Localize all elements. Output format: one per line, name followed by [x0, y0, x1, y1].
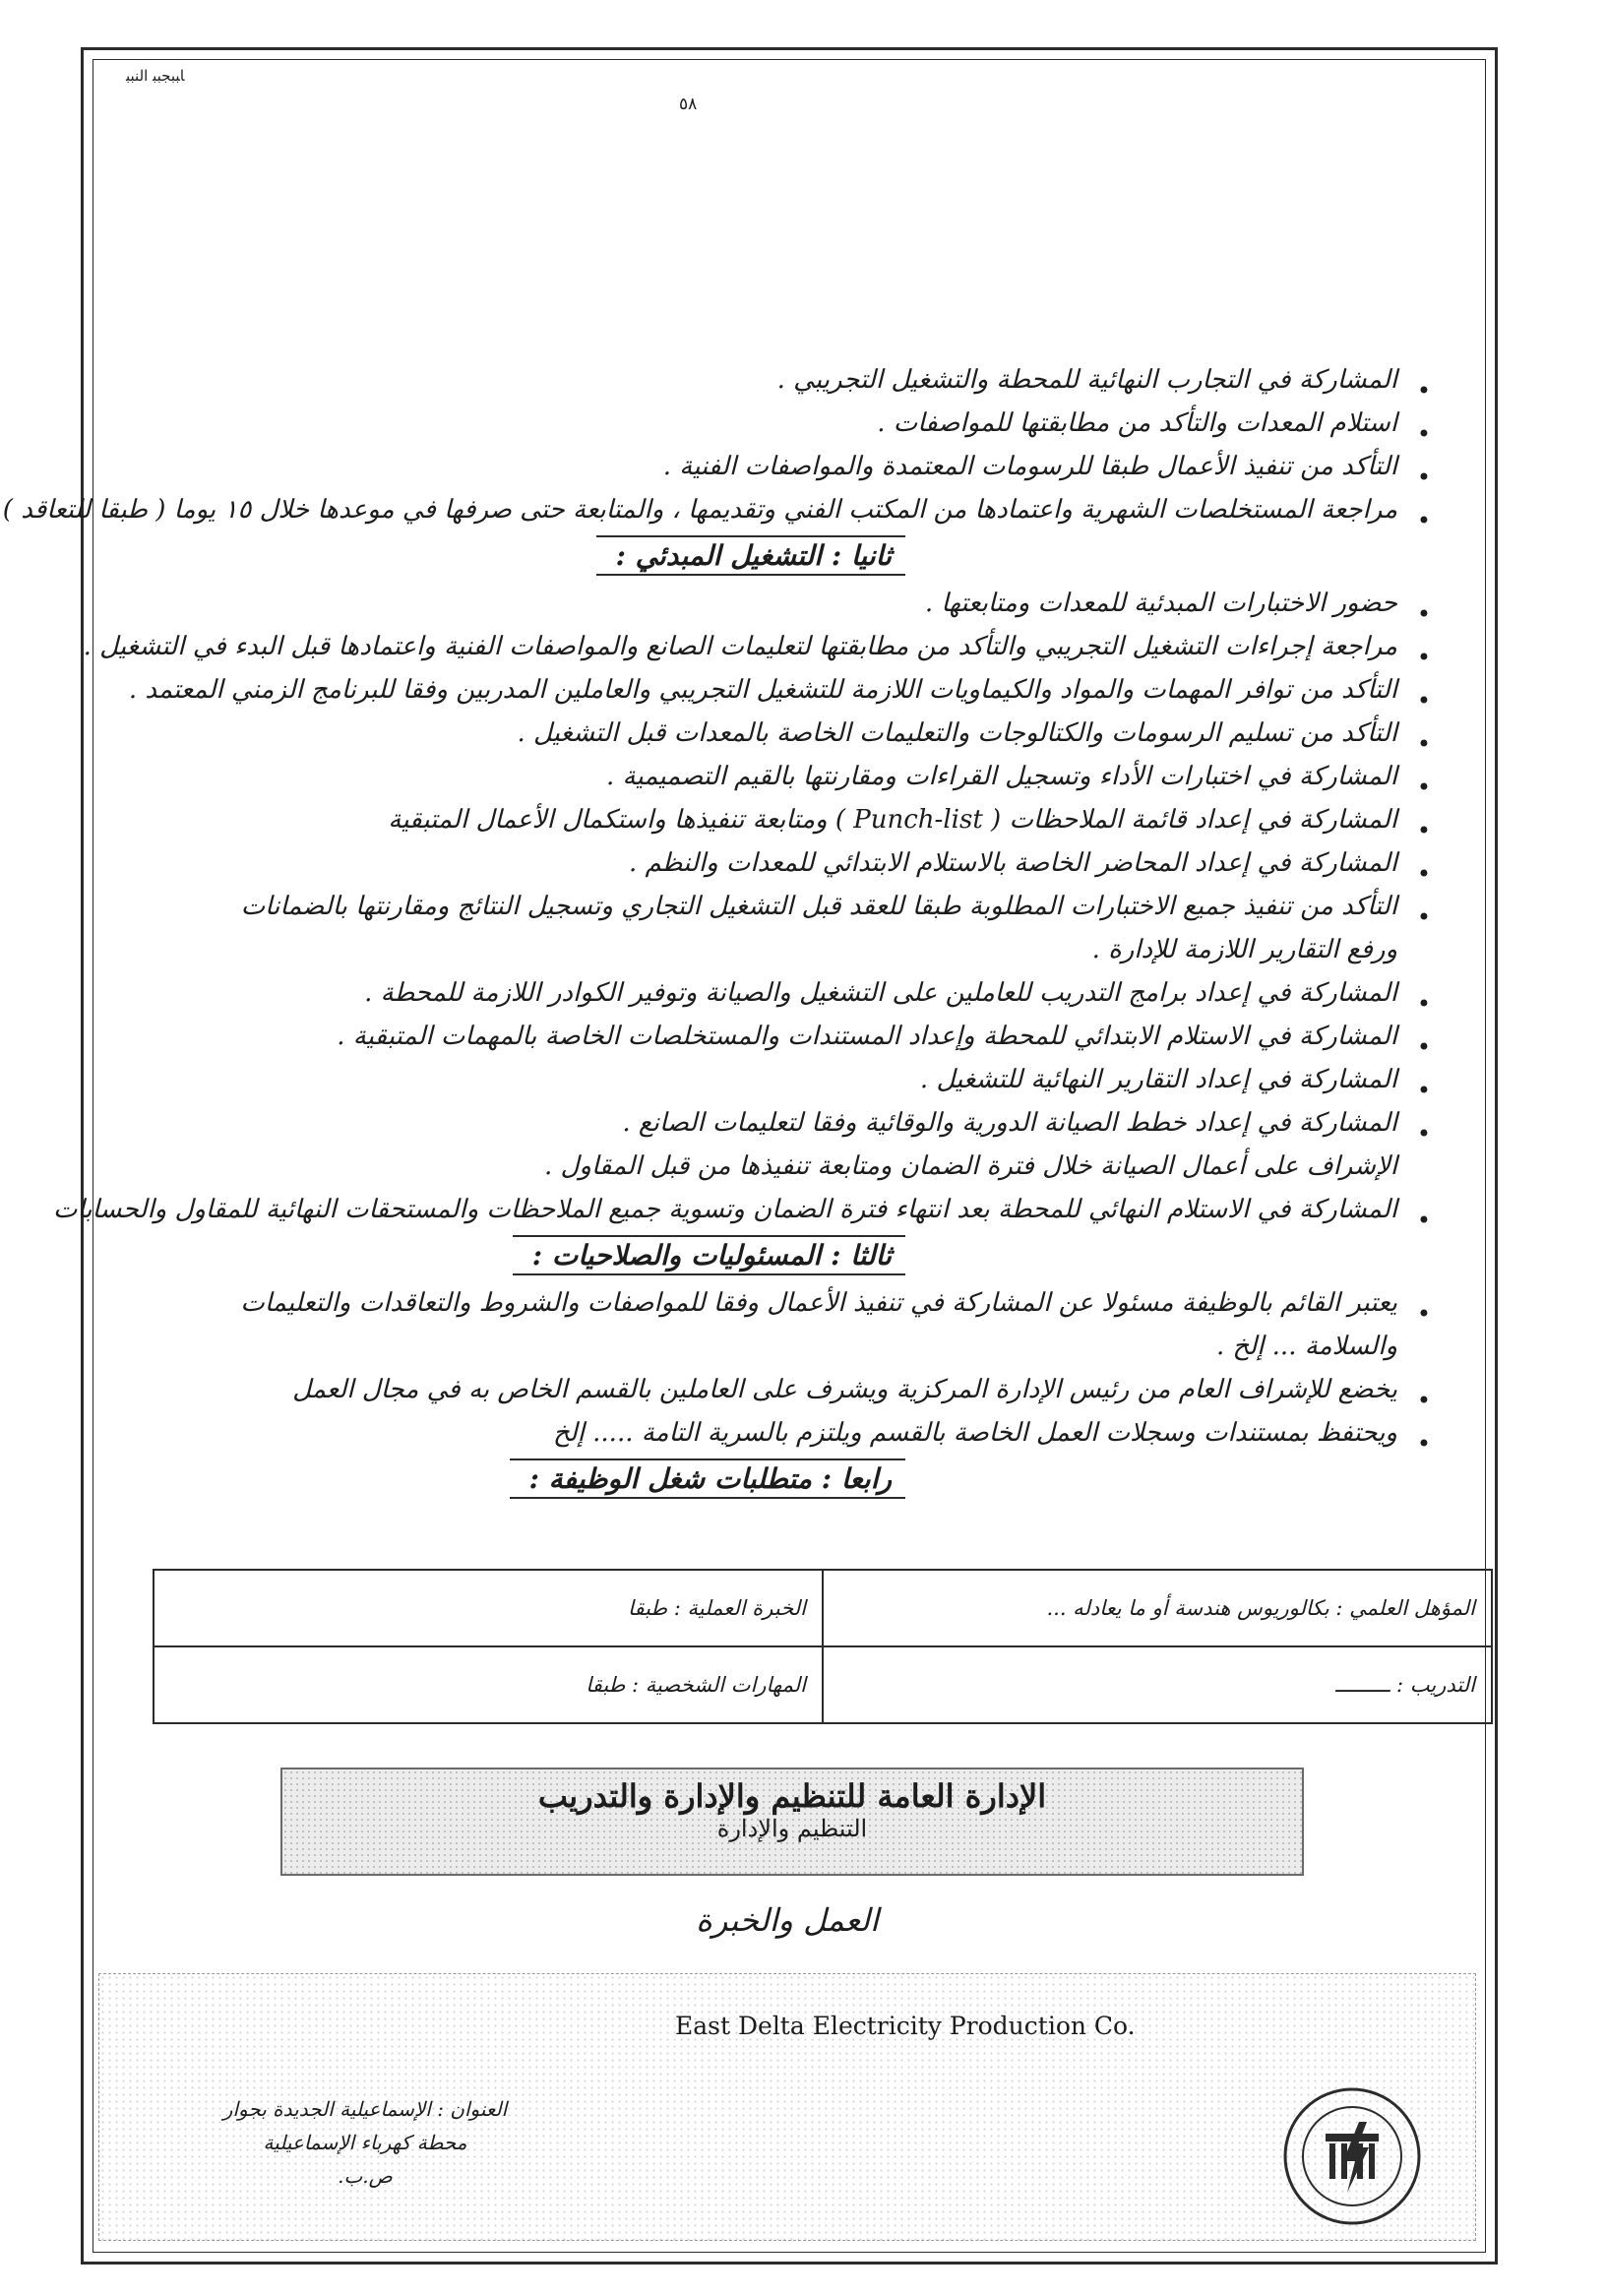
table-cell-skills: ﺍﻟﻤﻬﺎﺭﺍﺕ ﺍﻟﺸﺨﺼﻴﺔ : ﻃﺒﻘﺎ	[154, 1646, 823, 1723]
table-cell-experience: ﺍﻟﺨﺒﺮﺓ ﺍﻟﻌﻤﻠﻴﺔ : ﻃﺒﻘﺎ	[154, 1570, 823, 1646]
bullet-icon: •	[1416, 1120, 1431, 1148]
department-box	[280, 1768, 1304, 1876]
bullet-icon: •	[1416, 1207, 1431, 1234]
company-name-en: East Delta Electricity Production Co.	[675, 2012, 1136, 2040]
table-cell-training: ﺍﻟﺘﺪﺭﻳﺐ : ـــــــــ	[823, 1646, 1492, 1723]
bullet-icon: •	[1416, 990, 1431, 1018]
page-number: ٥٨	[679, 94, 698, 114]
list-item: • ﻣﺮﺍﺟﻌﺔ ﺍﻟﻤﺴﺘﺨﻠﺼﺎﺕ ﺍﻟﺸﻬﺮﻳﺔ ﻭﺍﻋﺘﻤﺎﺩﻫﺎ ﻣﻦ ﺍﻟﻤﻜﺘﺐ ﺍﻟﻔﻨﻲ ﻭﺗﻘﺪﻳﻤﻬﺎ ، ﻭﺍﻟﻤﺘﺎﺑﻌﺔ ﺣﺘﻰ ﺻﺮﻓﻬﺎ ﻓﻲ ﻣﻮﻋﺪﻫﺎ ﺧﻼﻝ ١٥ ﻳﻮﻣﺎ ( ﻃﺒﻘﺎ ﻟﻠﺘﻌﺎﻗﺪ )	[118, 488, 1476, 531]
list-item: • ﺍﻟﻤﺸﺎﺭﻛﺔ ﻓﻲ ﺍﺧﺘﺒﺎﺭﺍﺕ ﺍﻷﺩﺍﺀ ﻭﺗﺴﺠﻴﻞ ﺍﻟﻘﺮﺍﺀﺍﺕ ﻭﻣﻘﺎﺭﻧﺘﻬﺎ ﺑﺎﻟﻘﻴﻢ ﺍﻟﺘﺼﻤﻴﻤﻴﺔ .	[118, 755, 1476, 798]
table-cell-qualification: ﺍﻟﻤﺆﻫﻞ ﺍﻟﻌﻠﻤﻲ : ﺑﻜﺎﻟﻮﺭﻳﻮﺱ ﻫﻨﺪﺳﺔ ﺃﻭ ﻣﺎ ﻳﻌﺎﺩﻟﻪ ...	[823, 1570, 1492, 1646]
list-item: • ﺍﻟﺘﺄﻛﺪ ﻣﻦ ﺗﻨﻔﻴﺬ ﺟﻤﻴﻊ ﺍﻻﺧﺘﺒﺎﺭﺍﺕ ﺍﻟﻤﻄﻠﻮﺑﺔ ﻃﺒﻘﺎ ﻟﻠﻌﻘﺪ ﻗﺒﻞ ﺍﻟﺘﺸﻐﻴﻞ ﺍﻟﺘﺠﺎﺭﻱ ﻭﺗﺴﺠﻴﻞ ﺍﻟﻨﺘﺎﺋﺞ ﻭﻣﻘﺎﺭﻧﺘﻬﺎ ﺑﺎﻟﻀﻤﺎﻧﺎﺕ ﻭﺭﻓﻊ ﺍﻟﺘﻘﺎﺭﻳﺮ ﺍﻟﻼﺯﻣﺔ ﻟﻺﺩﺍﺭﺓ .	[118, 885, 1476, 971]
header-mark: ﺎﺒﺒﺠﺒﺒ ﺍﻟﻨﺒﺒ	[126, 67, 185, 85]
footer	[98, 1973, 1476, 2241]
bullet-icon: •	[1416, 1430, 1431, 1458]
section-heading-requirements: ﺭﺍﺑﻌﺎ : ﻣﺘﻄﻠﺒﺎﺕ ﺷﻐﻞ ﺍﻟﻮﻇﻴﻔﺔ :	[510, 1458, 905, 1499]
department-subtitle: ﺍﻟﺘﻨﻈﻴﻢ ﻭﺍﻹﺩﺍﺭﺓ	[716, 1815, 868, 1842]
list-item: • ﺍﻟﺘﺄﻛﺪ ﻣﻦ ﺗﻮﺍﻓﺮ ﺍﻟﻤﻬﻤﺎﺕ ﻭﺍﻟﻤﻮﺍﺩ ﻭﺍﻟﻜﻴﻤﺎﻭﻳﺎﺕ ﺍﻟﻼﺯﻣﺔ ﻟﻠﺘﺸﻐﻴﻞ ﺍﻟﺘﺠﺮﻳﺒﻲ ﻭﺍﻟﻌﺎﻣﻠﻴﻦ ﺍﻟﻤﺪﺭﺑﻴﻦ ﻭﻓﻘﺎ ﻟﻠﺒﺮﻧﺎﻣﺞ ﺍﻟﺰﻣﻨﻲ ﺍﻟﻤﻌﺘﻤﺪ .	[118, 668, 1476, 712]
list-item: • ﺍﻟﺘﺄﻛﺪ ﻣﻦ ﺗﺴﻠﻴﻢ ﺍﻟﺮﺳﻮﻣﺎﺕ ﻭﺍﻟﻜﺘﺎﻟﻮﺟﺎﺕ ﻭﺍﻟﺘﻌﻠﻴﻤﺎﺕ ﺍﻟﺨﺎﺻﺔ ﺑﺎﻟﻤﻌﺪﺍﺕ ﻗﺒﻞ ﺍﻟﺘﺸﻐﻴﻞ .	[118, 712, 1476, 755]
main-content	[2, 358, 1476, 1505]
commissioning-list	[52, 582, 1476, 1234]
address-line: ﺍﻟﻌﻨﻮﺍﻥ : ﺍﻹﺳﻤﺎﻋﻴﻠﻴﺔ ﺍﻟﺠﺪﻳﺪﺓ ﺑﺠﻮﺍﺭ	[222, 2097, 508, 2121]
bullet-icon: •	[1416, 730, 1431, 758]
address-line: ﻣﺤﻄﺔ ﻛﻬﺮﺑﺎﺀ ﺍﻹﺳﻤﺎﻋﻴﻠﻴﺔ	[263, 2131, 467, 2154]
list-item: • ﺍﻟﻤﺸﺎﺭﻛﺔ ﻓﻲ ﺇﻋﺪﺍﺩ ﺍﻟﺘﻘﺎﺭﻳﺮ ﺍﻟﻨﻬﺎﺋﻴﺔ ﻟﻠﺘﺸﻐﻴﻞ .	[118, 1058, 1476, 1101]
list-item-continuation: ﻭﺭﻓﻊ ﺍﻟﺘﻘﺎﺭﻳﺮ ﺍﻟﻼﺯﻣﺔ ﻟﻺﺩﺍﺭﺓ .	[1091, 935, 1397, 964]
address-line: ﺹ.ﺏ.	[338, 2164, 393, 2188]
table-row	[154, 1570, 1492, 1646]
bullet-icon: •	[1416, 860, 1431, 888]
motto: ﺍﻟﻌﻤﻞ ﻭﺍﻟﺨﺒﺮﺓ	[696, 1901, 879, 1939]
list-item: • ﻣﺮﺍﺟﻌﺔ ﺇﺟﺮﺍﺀﺍﺕ ﺍﻟﺘﺸﻐﻴﻞ ﺍﻟﺘﺠﺮﻳﺒﻲ ﻭﺍﻟﺘﺄﻛﺪ ﻣﻦ ﻣﻄﺎﺑﻘﺘﻬﺎ ﻟﺘﻌﻠﻴﻤﺎﺕ ﺍﻟﺼﺎﻧﻊ ﻭﺍﻟﻤﻮﺍﺻﻔﺎﺕ ﺍﻟﻔﻨﻴﺔ ﻭﺍﻋﺘﻤﺎﺩﻫﺎ ﻗﺒﻞ ﺍﻟﺒﺪﺀ ﻓﻲ ﺍﻟﺘﺸﻐﻴﻞ .	[118, 625, 1476, 668]
bullet-icon: •	[1416, 464, 1431, 491]
list-item: • ﺍﻟﻤﺸﺎﺭﻛﺔ ﻓﻲ ﺍﻻﺳﺘﻼﻡ ﺍﻟﻨﻬﺎﺋﻲ ﻟﻠﻤﺤﻄﺔ ﺑﻌﺪ ﺍﻧﺘﻬﺎﺀ ﻓﺘﺮﺓ ﺍﻟﻀﻤﺎﻥ ﻭﺗﺴﻮﻳﺔ ﺟﻤﻴﻊ ﺍﻟﻤﻼﺣﻈﺎﺕ ﻭﺍﻟﻤﺴﺘﺤﻘﺎﺕ ﺍﻟﻨﻬﺎﺋﻴﺔ ﻟﻠﻤﻘﺎﻭﻝ ﻭﺍﻟﺤﺴﺎﺑﺎﺕ	[118, 1188, 1476, 1231]
list-item: • ﺣﻀﻮﺭ ﺍﻻﺧﺘﺒﺎﺭﺍﺕ ﺍﻟﻤﺒﺪﺋﻴﺔ ﻟﻠﻤﻌﺪﺍﺕ ﻭﻣﺘﺎﺑﻌﺘﻬﺎ .	[118, 582, 1476, 625]
requirements-table	[153, 1569, 1493, 1724]
company-logo-icon	[1278, 2082, 1426, 2230]
bullet-icon: •	[1416, 507, 1431, 534]
list-item: • ﺍﺳﺘﻼﻡ ﺍﻟﻤﻌﺪﺍﺕ ﻭﺍﻟﺘﺄﻛﺪ ﻣﻦ ﻣﻄﺎﺑﻘﺘﻬﺎ ﻟﻠﻤﻮﺍﺻﻔﺎﺕ .	[118, 402, 1476, 445]
list-item: • ﻭﻳﺤﺘﻔﻆ ﺑﻤﺴﺘﻨﺪﺍﺕ ﻭﺳﺠﻼﺕ ﺍﻟﻌﻤﻞ ﺍﻟﺨﺎﺻﺔ ﺑﺎﻟﻘﺴﻢ ﻭﻳﻠﺘﺰﻡ ﺑﺎﻟﺴﺮﻳﺔ ﺍﻟﺘﺎﻣﺔ ..... ﺇﻟﺦ	[118, 1411, 1476, 1455]
bullet-icon: •	[1416, 774, 1431, 801]
department-title: ﺍﻹﺩﺍﺭﺓ ﺍﻟﻌﺎﻣﺔ ﻟﻠﺘﻨﻈﻴﻢ ﻭﺍﻹﺩﺍﺭﺓ ﻭﺍﻟﺘﺪﺭﻳﺐ	[537, 1777, 1047, 1815]
list-item-continuation: ﻭﺍﻟﺴﻼﻣﺔ ... ﺇﻟﺦ .	[1215, 1332, 1397, 1361]
list-item: • ﺍﻟﺘﺄﻛﺪ ﻣﻦ ﺗﻨﻔﻴﺬ ﺍﻷﻋﻤﺎﻝ ﻃﺒﻘﺎ ﻟﻠﺮﺳﻮﻣﺎﺕ ﺍﻟﻤﻌﺘﻤﺪﺓ ﻭﺍﻟﻤﻮﺍﺻﻔﺎﺕ ﺍﻟﻔﻨﻴﺔ .	[118, 445, 1476, 488]
list-item: • ﺍﻟﻤﺸﺎﺭﻛﺔ ﻓﻲ ﺇﻋﺪﺍﺩ ﺑﺮﺍﻣﺞ ﺍﻟﺘﺪﺭﻳﺐ ﻟﻠﻌﺎﻣﻠﻴﻦ ﻋﻠﻰ ﺍﻟﺘﺸﻐﻴﻞ ﻭﺍﻟﺼﻴﺎﻧﺔ ﻭﺗﻮﻓﻴﺮ ﺍﻟﻜﻮﺍﺩﺭ ﺍﻟﻼﺯﻣﺔ ﻟﻠﻤﺤﻄﺔ .	[118, 971, 1476, 1015]
list-item-continuation: ﺍﻹﺷﺮﺍﻑ ﻋﻠﻰ ﺃﻋﻤﺎﻝ ﺍﻟﺼﻴﺎﻧﺔ ﺧﻼﻝ ﻓﺘﺮﺓ ﺍﻟﻀﻤﺎﻥ ﻭﻣﺘﺎﺑﻌﺔ ﺗﻨﻔﻴﺬﻫﺎ ﻣﻦ ﻗﺒﻞ ﺍﻟﻤﻘﺎﻭﻝ .	[544, 1151, 1397, 1181]
list-item: • ﺍﻟﻤﺸﺎﺭﻛﺔ ﻓﻲ ﺇﻋﺪﺍﺩ ﻗﺎﺋﻤﺔ ﺍﻟﻤﻼﺣﻈﺎﺕ ( Punch-list ) ﻭﻣﺘﺎﺑﻌﺔ ﺗﻨﻔﻴﺬﻫﺎ ﻭﺍﺳﺘﻜﻤﺎﻝ ﺍﻷﻋﻤﺎﻝ ﺍﻟﻤﺘﺒﻘﻴﺔ	[118, 798, 1476, 841]
section-heading-row	[118, 531, 1476, 582]
bullet-icon: •	[1416, 817, 1431, 844]
list-item: • ﻳﻌﺘﺒﺮ ﺍﻟﻘﺎﺋﻢ ﺑﺎﻟﻮﻇﻴﻔﺔ ﻣﺴﺌﻮﻻ ﻋﻦ ﺍﻟﻤﺸﺎﺭﻛﺔ ﻓﻲ ﺗﻨﻔﻴﺬ ﺍﻷﻋﻤﺎﻝ ﻭﻓﻘﺎ ﻟﻠﻤﻮﺍﺻﻔﺎﺕ ﻭﺍﻟﺸﺮﻭﻁ ﻭﺍﻟﺘﻌﺎﻗﺪﺍﺕ ﻭﺍﻟﺘﻌﻠﻴﻤﺎﺕ ﻭﺍﻟﺴﻼﻣﺔ ... ﺇﻟﺦ .	[118, 1281, 1476, 1368]
bullet-icon: •	[1416, 1033, 1431, 1061]
top-list	[2, 358, 1476, 534]
responsibilities-list	[118, 1281, 1476, 1458]
footer-address	[158, 2092, 572, 2193]
list-item: • ﺍﻟﻤﺸﺎﺭﻛﺔ ﻓﻲ ﺇﻋﺪﺍﺩ ﺧﻄﻂ ﺍﻟﺼﻴﺎﻧﺔ ﺍﻟﺪﻭﺭﻳﺔ ﻭﺍﻟﻮﻗﺎﺋﻴﺔ ﻭﻓﻘﺎ ﻟﺘﻌﻠﻴﻤﺎﺕ ﺍﻟﺼﺎﻧﻊ . ﺍﻹﺷﺮﺍﻑ ﻋﻠﻰ ﺃﻋﻤﺎﻝ ﺍﻟﺼﻴﺎﻧﺔ ﺧﻼﻝ ﻓﺘﺮﺓ ﺍﻟﻀﻤﺎﻥ ﻭﻣﺘﺎﺑﻌﺔ ﺗﻨﻔﻴﺬﻫﺎ ﻣﻦ ﻗﺒﻞ ﺍﻟﻤﻘﺎﻭﻝ .	[118, 1101, 1476, 1188]
bullet-icon: •	[1416, 687, 1431, 714]
section-heading-row	[118, 1455, 1476, 1505]
bullet-icon: •	[1416, 600, 1431, 628]
section-heading-commissioning: ﺛﺎﻧﻴﺎ : ﺍﻟﺘﺸﻐﻴﻞ ﺍﻟﻤﺒﺪﺋﻲ :	[596, 535, 905, 576]
bullet-icon: •	[1416, 644, 1431, 671]
bullet-icon: •	[1416, 1077, 1431, 1104]
bullet-icon: •	[1416, 1300, 1431, 1328]
table-row	[154, 1646, 1492, 1723]
list-item: • ﺍﻟﻤﺸﺎﺭﻛﺔ ﻓﻲ ﺍﻟﺘﺠﺎﺭﺏ ﺍﻟﻨﻬﺎﺋﻴﺔ ﻟﻠﻤﺤﻄﺔ ﻭﺍﻟﺘﺸﻐﻴﻞ ﺍﻟﺘﺠﺮﻳﺒﻲ .	[118, 358, 1476, 402]
bullet-icon: •	[1416, 1387, 1431, 1414]
list-item: • ﺍﻟﻤﺸﺎﺭﻛﺔ ﻓﻲ ﺇﻋﺪﺍﺩ ﺍﻟﻤﺤﺎﺿﺮ ﺍﻟﺨﺎﺻﺔ ﺑﺎﻻﺳﺘﻼﻡ ﺍﻻﺑﺘﺪﺍﺋﻲ ﻟﻠﻤﻌﺪﺍﺕ ﻭﺍﻟﻨﻈﻢ .	[118, 841, 1476, 885]
section-heading-responsibilities: ﺛﺎﻟﺜﺎ : ﺍﻟﻤﺴﺌﻮﻟﻴﺎﺕ ﻭﺍﻟﺼﻼﺣﻴﺎﺕ :	[513, 1235, 905, 1275]
bullet-icon: •	[1416, 377, 1431, 404]
list-item: • ﺍﻟﻤﺸﺎﺭﻛﺔ ﻓﻲ ﺍﻻﺳﺘﻼﻡ ﺍﻻﺑﺘﺪﺍﺋﻲ ﻟﻠﻤﺤﻄﺔ ﻭﺇﻋﺪﺍﺩ ﺍﻟﻤﺴﺘﻨﺪﺍﺕ ﻭﺍﻟﻤﺴﺘﺨﻠﺼﺎﺕ ﺍﻟﺨﺎﺻﺔ ﺑﺎﻟﻤﻬﻤﺎﺕ ﺍﻟﻤﺘﺒﻘﻴﺔ .	[118, 1015, 1476, 1058]
bullet-icon: •	[1416, 903, 1431, 931]
list-item: • ﻳﺨﻀﻊ ﻟﻺﺷﺮﺍﻑ ﺍﻟﻌﺎﻡ ﻣﻦ ﺭﺋﻴﺲ ﺍﻹﺩﺍﺭﺓ ﺍﻟﻤﺮﻛﺰﻳﺔ ﻭﻳﺸﺮﻑ ﻋﻠﻰ ﺍﻟﻌﺎﻣﻠﻴﻦ ﺑﺎﻟﻘﺴﻢ ﺍﻟﺨﺎﺹ ﺑﻪ ﻓﻲ ﻣﺠﺎﻝ ﺍﻟﻌﻤﻞ	[118, 1368, 1476, 1411]
section-heading-row	[118, 1231, 1476, 1281]
bullet-icon: •	[1416, 420, 1431, 448]
